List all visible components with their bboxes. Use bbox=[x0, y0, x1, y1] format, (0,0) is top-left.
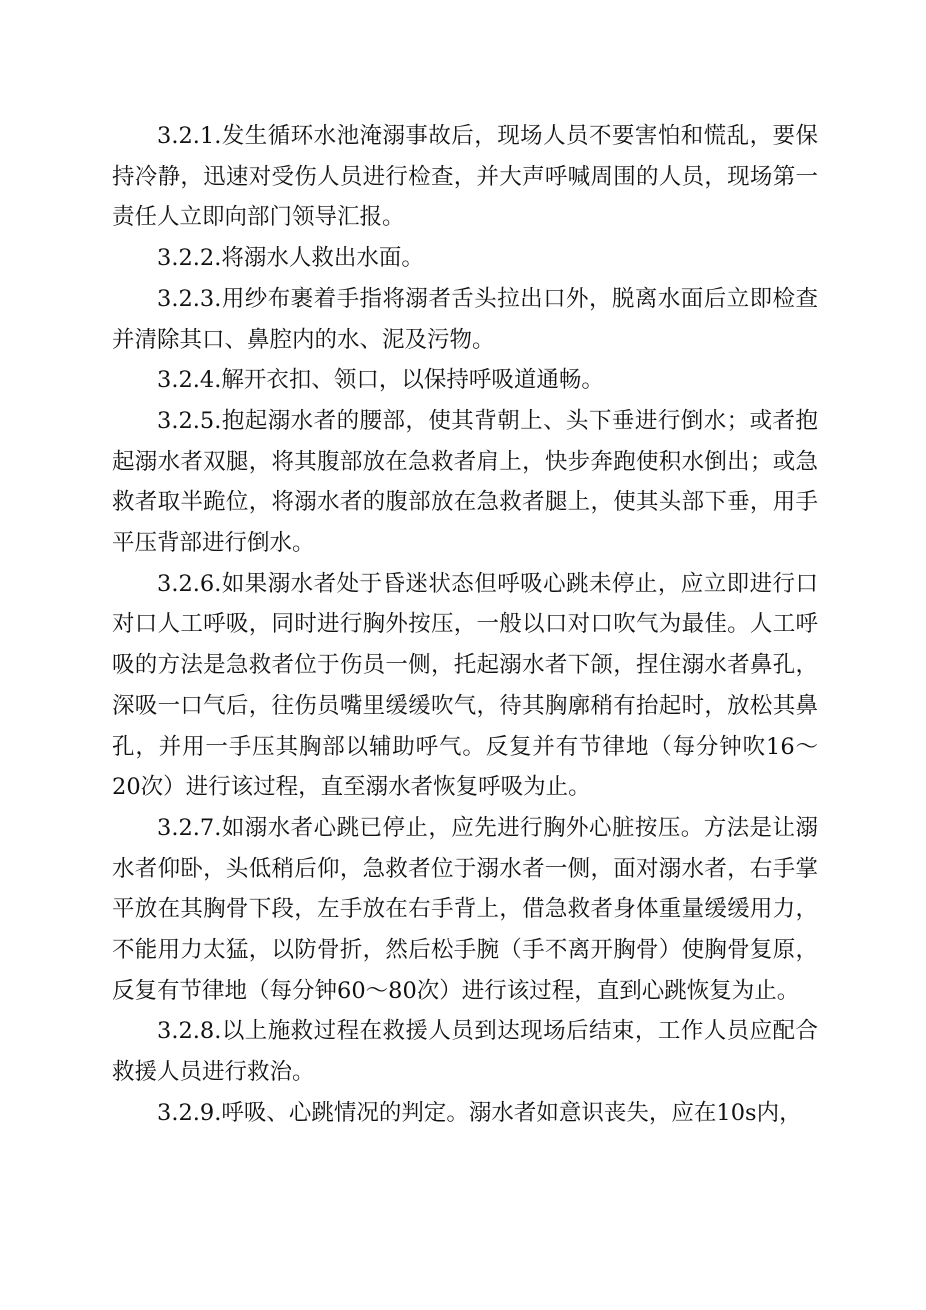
paragraph-3-2-3: 3.2.3.用纱布裹着手指将溺者舌头拉出口外，脱离水面后立即检查并清除其口、鼻腔内的水、泥及污物。 bbox=[112, 285, 818, 353]
paragraph-3-2-7: 3.2.7.如溺水者心跳已停止，应先进行胸外心脏按压。方法是让溺水者仰卧，头低稍后仰，急救者位于溺水者一侧，面对溺水者，右手掌平放在其胸骨下段，左手放在右手背上，借急救者身体重量缓缓用力，不能用力太猛，以防骨折，然后松手腕（手不离开胸骨）使胸骨复原，反复有节律地（每分钟60～80次）进行该过程，直到心跳恢复为止。 bbox=[112, 814, 818, 1004]
paragraph-3-2-8: 3.2.8.以上施救过程在救援人员到达现场后结束，工作人员应配合救援人员进行救治。 bbox=[112, 1018, 818, 1086]
paragraph-3-2-2: 3.2.2.将溺水人救出水面。 bbox=[157, 245, 424, 272]
paragraph-3-2-9: 3.2.9.呼吸、心跳情况的判定。溺水者如意识丧失，应在10s内， bbox=[157, 1099, 802, 1126]
paragraph-3-2-6: 3.2.6.如果溺水者处于昏迷状态但呼吸心跳未停止，应立即进行口对口人工呼吸，同时进行胸外按压，一般以口对口吹气为最佳。人工呼吸的方法是急救者位于伤员一侧，托起溺水者下颌，捏住溺水者鼻孔，深吸一口气后，往伤员嘴里缓缓吹气，待其胸廓稍有抬起时，放松其鼻孔，并用一手压其胸部以辅助呼气。反复并有节律地（每分钟吹16～20次）进行该过程，直至溺水者恢复呼吸为止。 bbox=[112, 570, 818, 801]
paragraph-3-2-5: 3.2.5.抱起溺水者的腰部，使其背朝上、头下垂进行倒水；或者抱起溺水者双腿，将其腹部放在急救者肩上，快步奔跑使积水倒出；或急救者取半跪位，将溺水者的腹部放在急救者腿上，使其头部下垂，用手平压背部进行倒水。 bbox=[112, 407, 818, 557]
document-body bbox=[112, 116, 818, 1134]
paragraph-3-2-4: 3.2.4.解开衣扣、领口，以保持呼吸道通畅。 bbox=[157, 367, 604, 394]
paragraph-3-2-1: 3.2.1.发生循环水池淹溺事故后，现场人员不要害怕和慌乱，要保持冷静，迅速对受伤人员进行检查，并大声呼喊周围的人员，现场第一责任人立即向部门领导汇报。 bbox=[112, 123, 818, 231]
